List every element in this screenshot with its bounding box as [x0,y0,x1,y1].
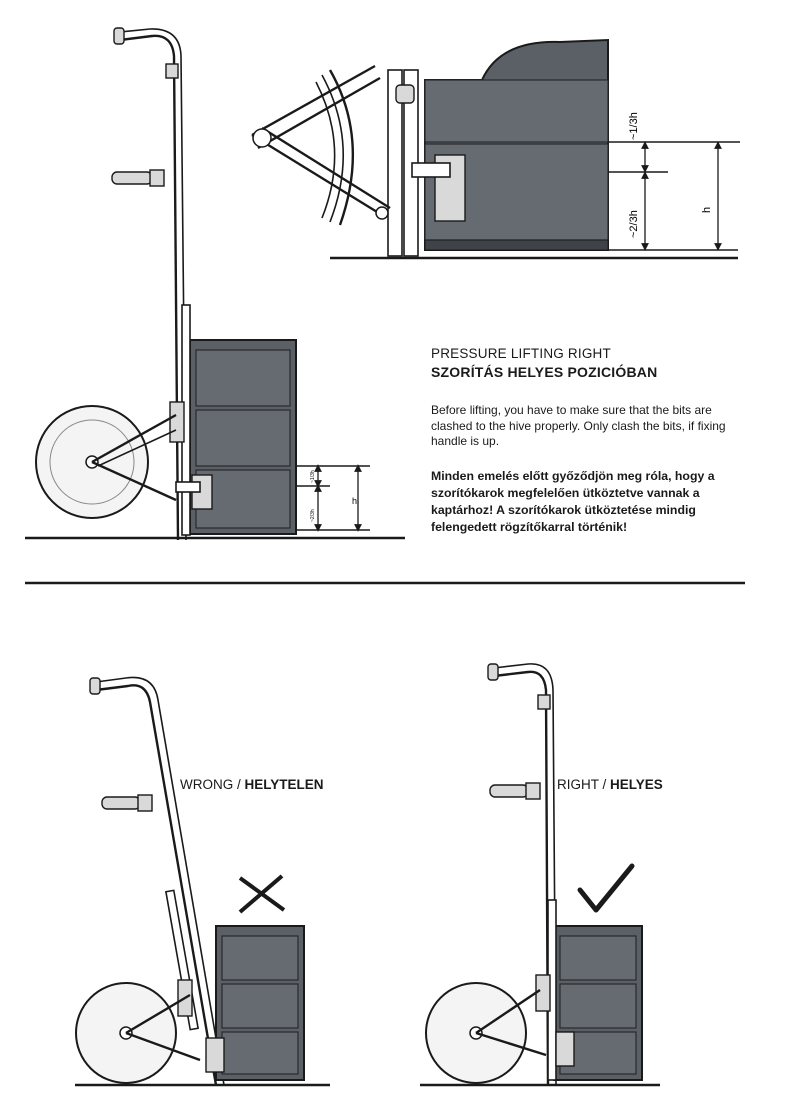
right-word-en: RIGHT [557,777,599,792]
detail-view [252,40,740,258]
detail-third-label: ~1/3h [628,112,640,140]
wrong-separator: / [233,777,245,792]
detail-h-label: h [701,206,713,213]
detail-two-thirds-label: ~2/3h [628,210,640,238]
right-caption [557,777,663,792]
wrong-word-en: WRONG [180,777,234,792]
wrong-hand-truck [75,677,330,1085]
wrong-cross-icon [240,876,284,912]
wrong-word-hu: HELYTELEN [244,777,324,792]
heading-hungarian: SZORÍTÁS HELYES POZICIÓBAN [431,364,658,380]
small-h-label: h [352,496,358,506]
small-third-label: ~1/3h [310,470,316,483]
instruction-hungarian: Minden emelés előtt győződjön meg róla, hogy a szorítókarok megfelelően ütköztetve vannak a kaptárhoz! A szorítókarok ütköztetése mindig felengedett rögzítőkarral történik! [431,469,715,534]
main-hand-truck [25,28,405,540]
instruction-english: Before lifting, you have to make sure that the bits are clashed to the hive properly. Only clash the bits, if fixing handle is up. [431,403,726,448]
wrong-caption [180,777,324,792]
right-hand-truck [420,664,660,1085]
small-two-thirds-label: ~2/3h [310,509,316,522]
right-word-hu: HELYES [610,777,663,792]
right-separator: / [598,777,611,792]
right-check-icon [580,866,632,910]
heading-english: PRESSURE LIFTING RIGHT [431,346,611,361]
